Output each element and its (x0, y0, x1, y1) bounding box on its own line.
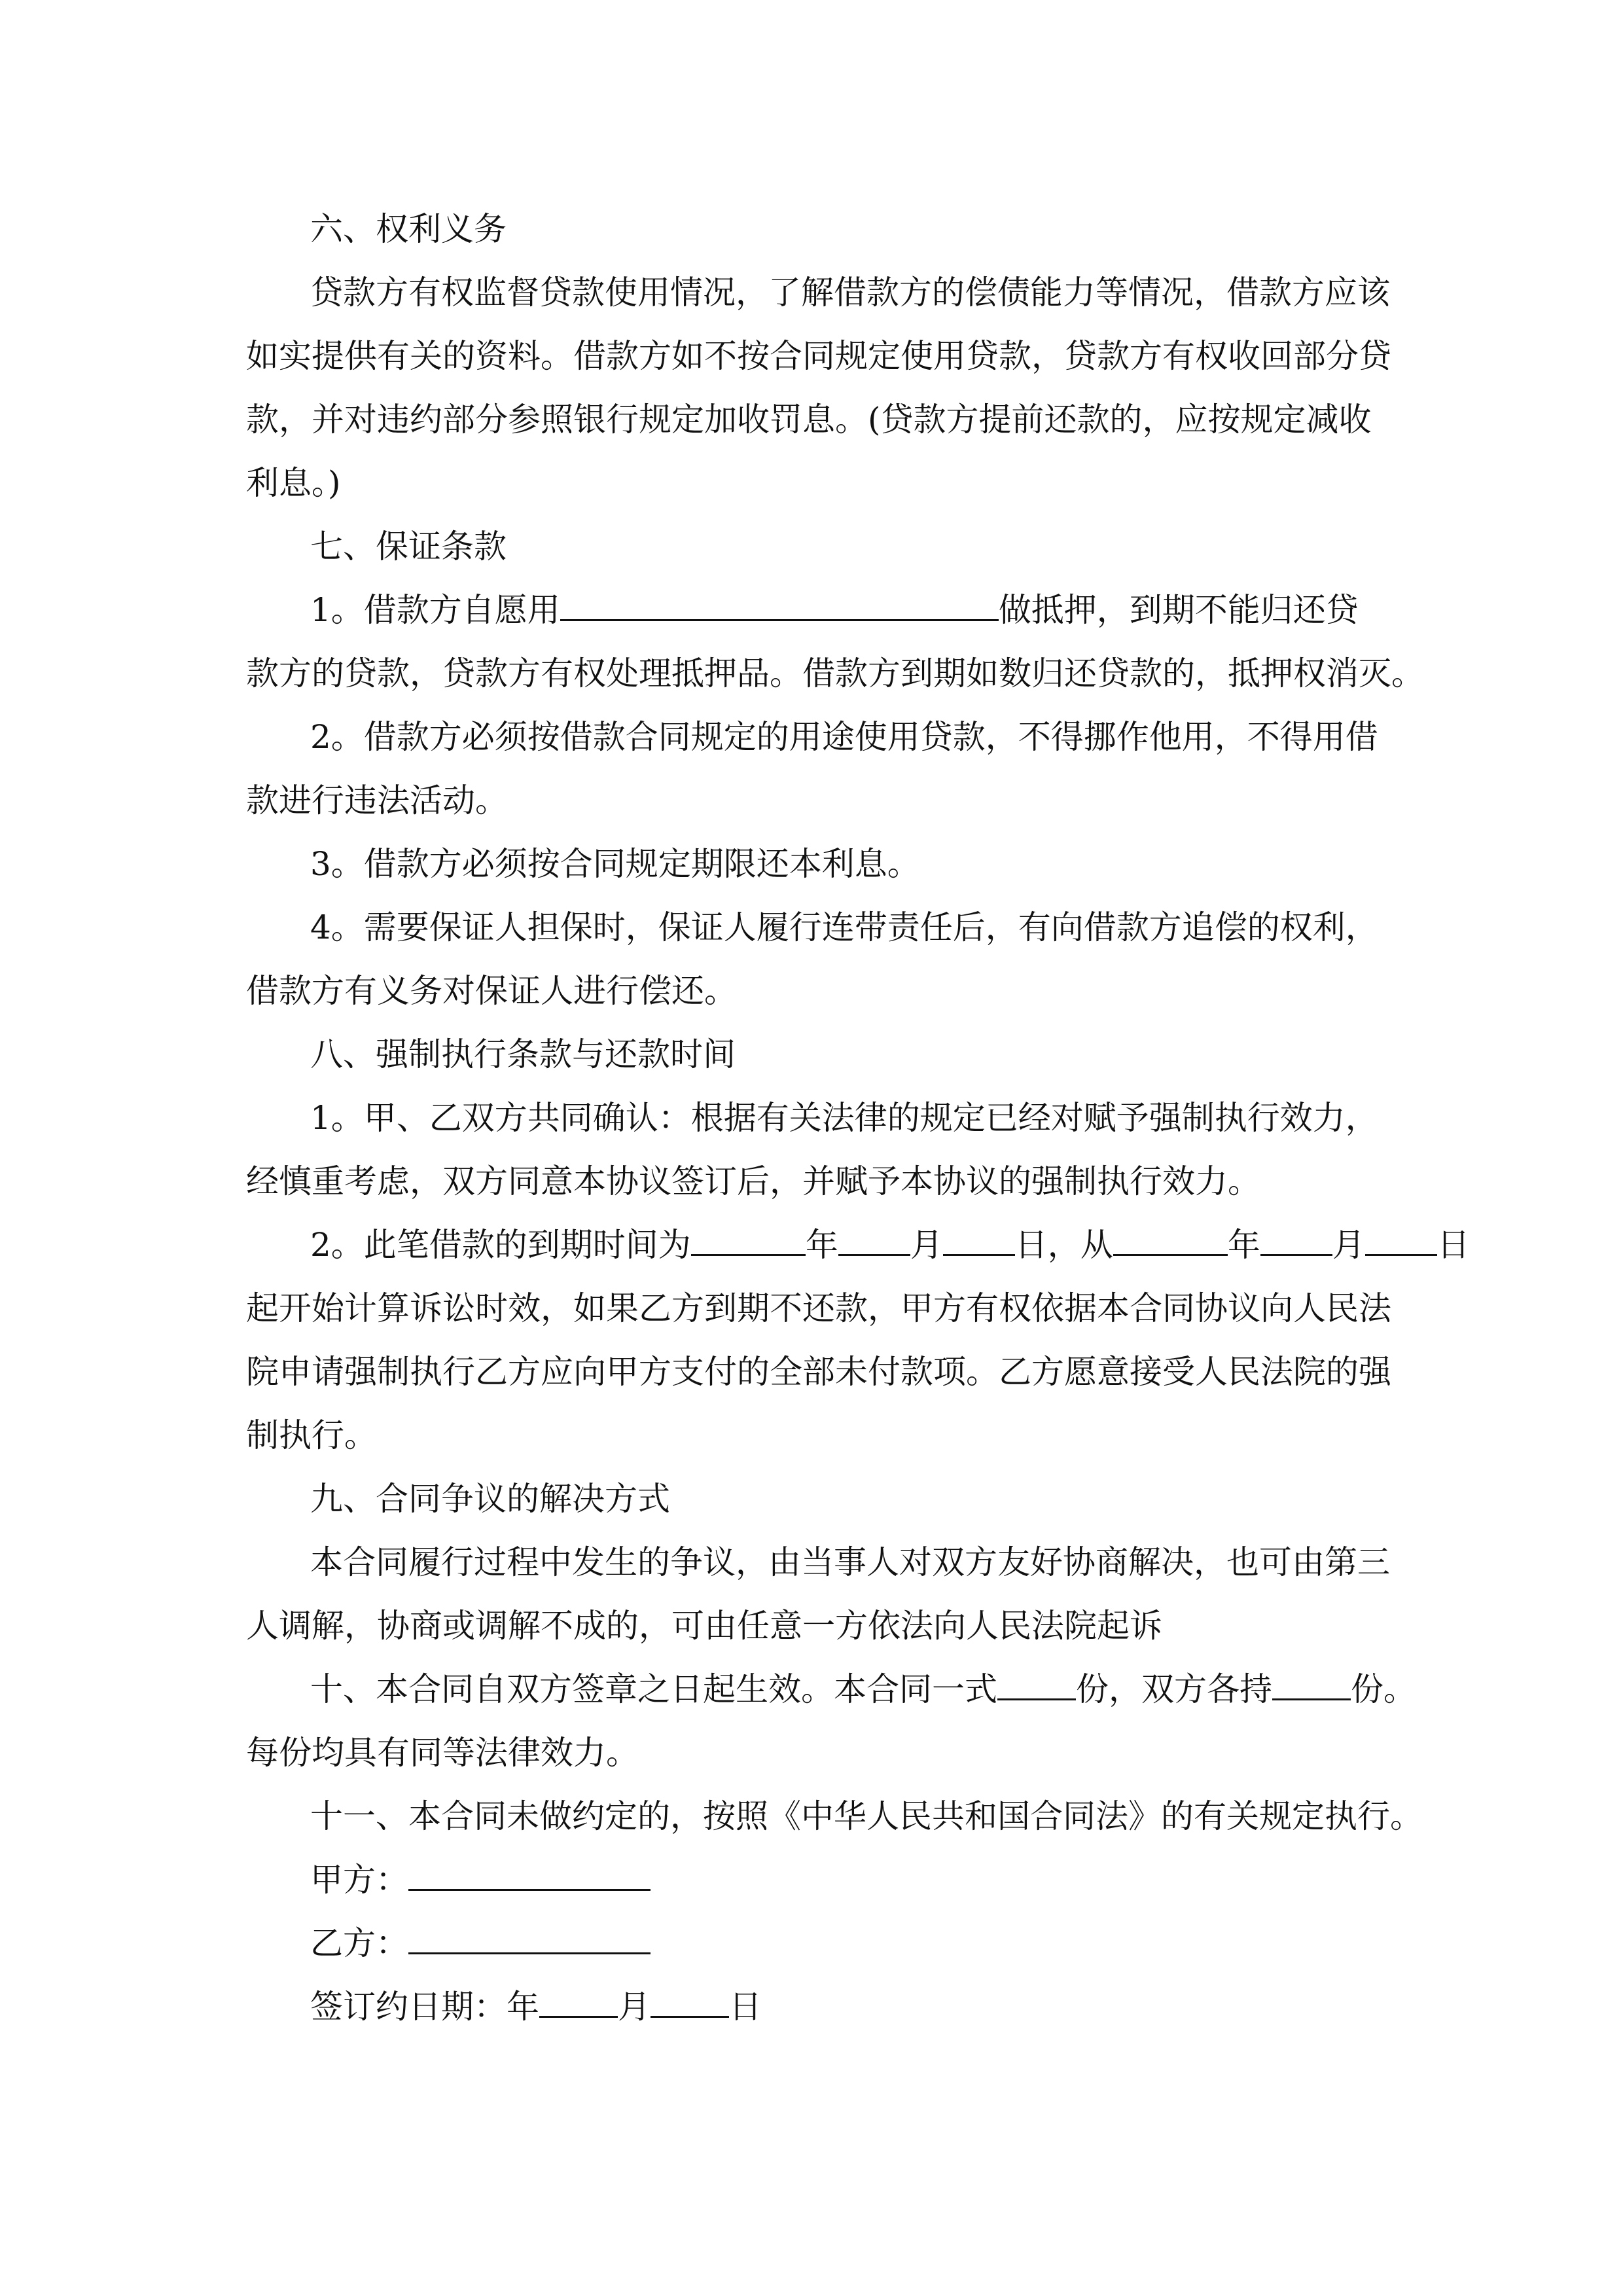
section-8-item-1: 1。甲、乙双方共同确认：根据有关法律的规定已经对赋予强制执行效力， (310, 1099, 1378, 1137)
month-label-2: 月 (1332, 1226, 1365, 1264)
section-8-item-2 (310, 1225, 1470, 1265)
year-label: 年 (805, 1226, 838, 1264)
start-month-blank (1260, 1225, 1332, 1256)
due-month-blank (838, 1225, 910, 1256)
section-10-text-a: 十、本合同自双方签章之日起生效。本合同一式 (310, 1670, 997, 1708)
signing-date-line (310, 1987, 762, 2026)
signing-day-label: 日 (729, 1988, 762, 2026)
due-day-blank (943, 1225, 1015, 1256)
start-day-blank (1365, 1225, 1437, 1256)
section-8-item-2-cont-2: 院申请强制执行乙方应向甲方支付的全部未付款项。乙方愿意接受人民法院的强 (246, 1353, 1391, 1391)
section-9-line-2: 人调解，协商或调解不成的，可由任意一方依法向人民法院起诉 (246, 1607, 1162, 1645)
section-10-line-1 (310, 1670, 1416, 1709)
section-8-heading: 八、强制执行条款与还款时间 (310, 1035, 736, 1073)
copies-total-blank (997, 1670, 1076, 1700)
section-6-line-2: 如实提供有关的资料。借款方如不按合同规定使用贷款，贷款方有权收回部分贷 (246, 337, 1391, 375)
section-8-item-2-cont-1: 起开始计算诉讼时效，如果乙方到期不还款，甲方有权依据本合同协议向人民法 (246, 1289, 1391, 1327)
party-b-label: 乙方： (310, 1924, 408, 1962)
section-6-heading: 六、权利义务 (310, 210, 507, 248)
item-1-text-a: 1。借款方自愿用 (310, 591, 560, 629)
day-from-label: 日，从 (1014, 1226, 1113, 1264)
section-10-text-b: 份，双方各持 (1076, 1670, 1272, 1708)
section-11: 十一、本合同未做约定的，按照《中华人民共和国合同法》的有关规定执行。 (310, 1797, 1423, 1835)
section-6-line-1: 贷款方有权监督贷款使用情况，了解借款方的偿债能力等情况，借款方应该 (310, 274, 1390, 312)
signing-date-label: 签订约日期：年 (310, 1988, 539, 2026)
party-a-signature-blank (408, 1860, 651, 1891)
due-date-label: 2。此笔借款的到期时间为 (310, 1226, 691, 1264)
section-10-text-c: 份。 (1351, 1670, 1416, 1708)
signing-month-label: 月 (618, 1988, 651, 2026)
party-a-line (310, 1860, 651, 1899)
section-9-heading: 九、合同争议的解决方式 (310, 1480, 670, 1518)
month-label: 月 (910, 1226, 943, 1264)
due-year-blank (691, 1225, 806, 1256)
party-a-label: 甲方： (310, 1861, 408, 1899)
section-7-item-1 (310, 590, 1359, 630)
section-7-item-2-cont: 款进行违法活动。 (246, 781, 508, 819)
signing-month-blank (539, 1987, 618, 2018)
party-b-signature-blank (408, 1924, 651, 1954)
section-8-item-1-cont: 经慎重考虑，双方同意本协议签订后，并赋予本协议的强制执行效力。 (246, 1162, 1260, 1200)
section-7-item-1-cont: 款方的贷款，贷款方有权处理抵押品。借款方到期如数归还贷款的，抵押权消灭。 (246, 655, 1424, 692)
section-8-item-2-cont-3: 制执行。 (246, 1416, 377, 1454)
section-7-item-4-cont: 借款方有义务对保证人进行偿还。 (246, 972, 737, 1010)
section-7-item-3: 3。借款方必须按合同规定期限还本利息。 (310, 845, 920, 883)
section-10-line-2: 每份均具有同等法律效力。 (246, 1734, 639, 1772)
copies-each-blank (1272, 1670, 1351, 1700)
item-1-text-b: 做抵押，到期不能归还贷 (998, 591, 1359, 629)
start-year-blank (1113, 1225, 1228, 1256)
section-7-item-2: 2。借款方必须按借款合同规定的用途使用贷款，不得挪作他用，不得用借 (310, 718, 1378, 756)
party-b-line (310, 1924, 651, 1963)
section-9-line-1: 本合同履行过程中发生的争议，由当事人对双方友好协商解决，也可由第三 (310, 1543, 1390, 1581)
signing-day-blank (651, 1987, 729, 2018)
section-7-item-4: 4。需要保证人担保时，保证人履行连带责任后，有向借款方追偿的权利， (310, 908, 1378, 946)
section-7-heading: 七、保证条款 (310, 528, 507, 565)
section-6-line-4: 利息。) (246, 464, 341, 502)
collateral-blank (560, 590, 999, 621)
year-label-2: 年 (1227, 1226, 1260, 1264)
day-label-2: 日 (1436, 1226, 1470, 1264)
section-6-line-3: 款，并对违约部分参照银行规定加收罚息。(贷款方提前还款的，应按规定减收 (246, 401, 1372, 439)
